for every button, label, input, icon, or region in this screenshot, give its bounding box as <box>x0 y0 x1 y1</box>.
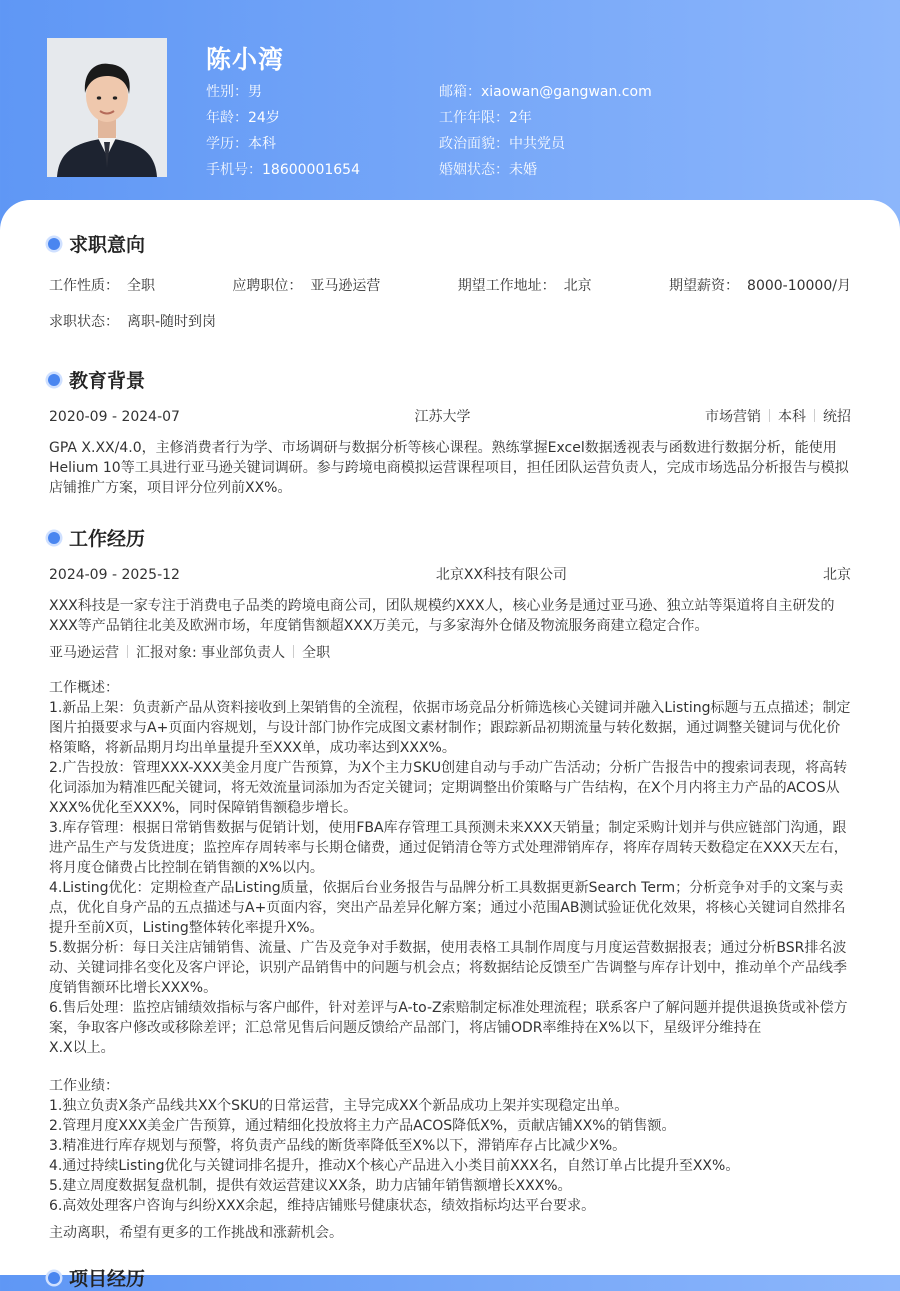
section-title-project: 项目经历 <box>48 1264 145 1291</box>
info-work-years: 工作年限：2年 <box>439 110 532 126</box>
intent-salary: 期望薪资： 8000-10000/月 <box>669 278 851 294</box>
education-description: GPA X.XX/4.0，主修消费者行为学、市场调研与数据分析等核心课程。熟练掌握Excel数据透视表与函数进行数据分析，能使用Helium 10等工具进行亚马逊关键词调研。参与跨境电商模拟运营课程项目，担任团队运营负责人，完成市场选品分析报告与模拟店铺推广方案，项目评分位列前XX%。 <box>49 440 849 496</box>
education-school: 江苏大学 <box>414 409 471 425</box>
person-photo-icon <box>47 38 167 177</box>
overview-item: 4.Listing优化：定期检查产品Listing质量，依据后台业务报告与品牌分析工具数据更新Search Term；分析竞争对手的文案与卖点，优化自身产品的五点描述与A+页面内容，突出产品差异化解方案；通过小范围AB测试验证优化效果，将核心关键词自然排名提升至前X页，Listing整体转化率提升X%。 <box>49 880 846 936</box>
work-report-to: 汇报对象: 事业部负责人 <box>136 645 286 661</box>
achievement-item: 3.精准进行库存规划与预警，将负责产品线的断货率降低至X%以下，滞销库存占比减少X%。 <box>49 1138 627 1154</box>
education-major-info: 市场营销 本科 统招 <box>704 409 851 425</box>
overview-item: 2.广告投放：管理XXX-XXX美金月度广告预算，为X个主力SKU创建自动与手动广告活动；分析广告报告中的搜索词表现，将高转化词添加为精准匹配关键词，将无效流量词添加为否定关键词；定期调整出价策略与广告结构，在X个月内将主力产品的ACOS从XXX%优化至XXX%，同时保障销售额稳步增长。 <box>49 760 848 816</box>
work-row <box>49 565 851 585</box>
overview-label: 工作概述： <box>49 680 119 696</box>
section-title-work: 工作经历 <box>48 524 145 551</box>
intent-nature: 工作性质： 全职 <box>49 278 155 294</box>
section-title-intent: 求职意向 <box>48 230 145 257</box>
bullet-dot-icon <box>48 532 60 544</box>
basic-info <box>206 83 726 180</box>
resume-body <box>0 200 900 1290</box>
intent-status: 求职状态： 离职-随时到岗 <box>49 314 217 330</box>
work-achievements <box>49 1076 854 1216</box>
avatar-photo <box>47 38 167 177</box>
achievement-item: 4.通过持续Listing优化与关键词排名提升，推动X个核心产品进入小类目前XXX名，自然订单占比提升至XX%。 <box>49 1158 740 1174</box>
work-job-type: 全职 <box>302 645 331 661</box>
work-company: 北京XX科技有限公司 <box>435 567 568 583</box>
education-row <box>49 407 851 427</box>
achievements-label: 工作业绩： <box>49 1078 119 1094</box>
bullet-dot-icon <box>48 1272 60 1284</box>
intent-row <box>49 276 851 296</box>
work-tags <box>49 643 330 663</box>
section-title-education: 教育背景 <box>48 366 145 393</box>
overview-item: 6.售后处理：监控店铺绩效指标与客户邮件，针对差评与A-to-Z索赔制定标准处理流程；联系客户了解问题并提供退换货或补偿方案，争取客户修改或移除差评；汇总常见售后问题反馈给产品部门，将店铺ODR率维持在X%以下，星级评分维持在 <box>49 1000 848 1036</box>
intent-location: 期望工作地址： 北京 <box>457 278 592 294</box>
candidate-name: 陈小湾 <box>206 45 285 74</box>
work-overview <box>49 678 854 1058</box>
info-political: 政治面貌：中共党员 <box>439 136 565 152</box>
achievement-item: 5.建立周度数据复盘机制，提供有效运营建议XX条，助力店铺年销售额增长XXX%。 <box>49 1178 572 1194</box>
info-gender: 性别：男 <box>206 84 262 100</box>
work-city: 北京 <box>822 567 851 583</box>
overview-item: 1.新品上架：负责新产品从资料接收到上架销售的全流程，依据市场竞品分析筛选核心关键词并融入Listing标题与五点描述；制定图片拍摄要求与A+页面内容规划，与设计部门协作完成图文素材制作；跟踪新品初期流量与转化数据，通过调整关键词与优化价格策略，将新品期月均出单量提升至XXX单，成功率达到XXX%。 <box>49 700 851 756</box>
info-phone: 手机号：18600001654 <box>206 162 360 178</box>
info-marital: 婚姻状态：未婚 <box>439 162 537 178</box>
overview-item: 5.数据分析：每日关注店铺销售、流量、广告及竞争对手数据，使用表格工具制作周度与月度运营数据报表；通过分析BSR排名波动、关键词排名变化及客户评论，识别产品销售中的问题与机会点；将数据结论反馈至广告调整与库存计划中，推动单个产品线季度销售额环比增长XXX%。 <box>49 940 847 996</box>
achievement-item: 6.高效处理客户咨询与纠纷XXX余起，维持店铺账号健康状态，绩效指标均达平台要求。 <box>49 1198 596 1214</box>
work-period: 2024-09 - 2025-12 <box>49 567 180 583</box>
info-age: 年龄：24岁 <box>206 110 280 126</box>
leave-reason: 主动离职，希望有更多的工作挑战和涨薪机会。 <box>49 1225 343 1241</box>
achievement-item: 2.管理月度XXX美金广告预算，通过精细化投放将主力产品ACOS降低X%，贡献店铺XX%的销售额。 <box>49 1118 676 1134</box>
education-period: 2020-09 - 2024-07 <box>49 409 180 425</box>
work-role: 亚马逊运营 <box>49 645 119 661</box>
info-email: 邮箱：xiaowan@gangwan.com <box>439 84 652 100</box>
intent-position: 应聘职位： 亚马逊运营 <box>232 278 381 294</box>
company-description: XXX科技是一家专注于消费电子品类的跨境电商公司，团队规模约XXX人，核心业务是通过亚马逊、独立站等渠道将自主研发的XXX等产品销往北美及欧洲市场，年度销售额超XXX万美元，与多家海外仓储及物流服务商建立稳定合作。 <box>49 598 835 634</box>
achievement-item: 1.独立负责X条产品线共XX个SKU的日常运营，主导完成XX个新品成功上架并实现稳定出单。 <box>49 1098 629 1114</box>
bullet-dot-icon <box>48 374 60 386</box>
overview-item: X.X以上。 <box>49 1040 115 1056</box>
overview-item: 3.库存管理：根据日常销售数据与促销计划，使用FBA库存管理工具预测未来XXX天销量；制定采购计划并与供应链部门沟通，跟进产品生产与发货进度；监控库存周转率与长期仓储费，通过促销清仓等方式处理滞销库存，将库存周转天数稳定在XXX天左右，将月度仓储费占比控制在销售额的X%以内。 <box>49 820 848 876</box>
bullet-dot-icon <box>48 238 60 250</box>
info-education: 学历：本科 <box>206 136 276 152</box>
resume-header <box>0 0 900 230</box>
